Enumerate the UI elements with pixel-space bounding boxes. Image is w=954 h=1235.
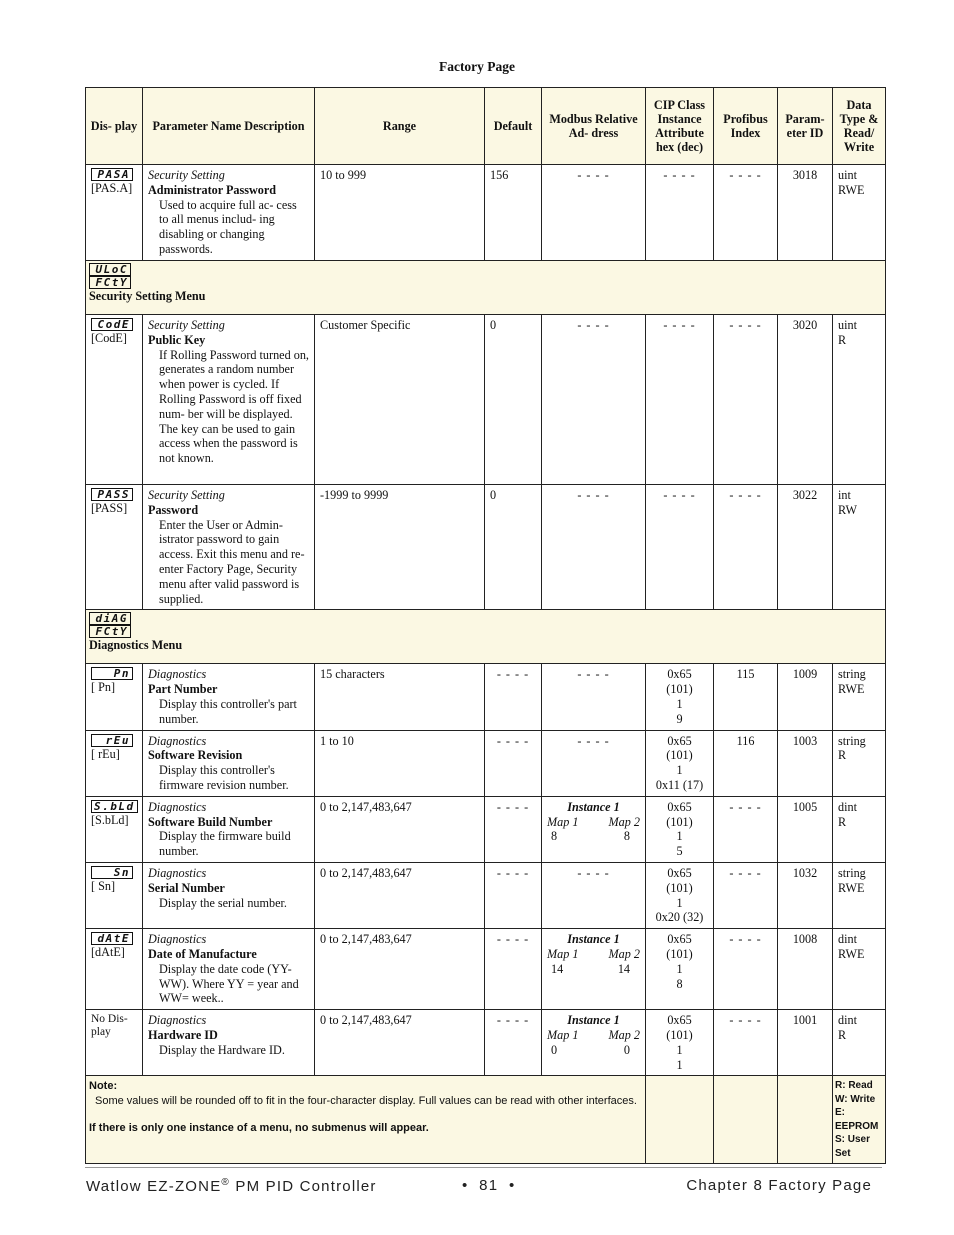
description: Display the Hardware ID. [159, 1042, 285, 1057]
cip-class: 0x65 [667, 799, 692, 814]
display-code: [S.bLd] [91, 812, 129, 827]
header-modbus: Modbus Relative Ad- dress [542, 88, 646, 165]
lcd-display: ULoC [89, 263, 131, 276]
default: - - - - [485, 664, 542, 730]
footer-chapter: Chapter 8 Factory Page [686, 1177, 872, 1194]
cip-attribute: 8 [676, 976, 683, 991]
cip-class-dec: (101) [666, 748, 693, 763]
page-title: Factory Page [438, 59, 516, 74]
no-display-label: No Dis- play [86, 1010, 143, 1076]
cip-class: 0x65 [667, 865, 692, 880]
param-id: 1009 [778, 664, 833, 730]
cip-instance: 1 [676, 696, 683, 711]
legend-eeprom: E: EEPROM [835, 1107, 879, 1132]
display-code: [CodE] [91, 331, 127, 345]
map2-value: 8 [623, 829, 630, 844]
default: - - - - [485, 929, 542, 1010]
header-row [86, 88, 886, 165]
parameter-name: Hardware ID [148, 1027, 218, 1042]
profibus: - - - - [714, 862, 778, 928]
category: Security Setting [148, 318, 225, 332]
modbus: - - - - [542, 485, 646, 610]
profibus: - - - - [714, 1010, 778, 1076]
cip-class-dec: (101) [666, 814, 693, 829]
category: Diagnostics [148, 733, 207, 748]
footer-product: Watlow EZ-ZONE [86, 1178, 222, 1195]
menu-row [86, 610, 886, 664]
parameter-name: Software Revision [148, 748, 243, 763]
table-row [86, 485, 886, 610]
table-row [86, 315, 886, 485]
description: Display this controller's part number. [159, 696, 297, 726]
read-write: R [838, 332, 847, 347]
display-code: [dAtE] [91, 945, 125, 960]
data-type: string [838, 733, 866, 748]
data-type: dint [838, 932, 857, 947]
legend-read: R: Read [835, 1080, 873, 1092]
map1-value: 14 [551, 961, 564, 976]
range: 0 to 2,147,483,647 [315, 862, 485, 928]
cip: - - - - [646, 315, 714, 485]
display-code: [ Sn] [91, 878, 116, 893]
cip: - - - - [646, 165, 714, 261]
parameter-name: Serial Number [148, 880, 225, 895]
legend-write: W: Write [835, 1093, 876, 1105]
category: Diagnostics [148, 667, 207, 682]
page-number: • 81 • [462, 1177, 516, 1194]
lcd-display: Sn [91, 866, 133, 879]
parameter-name: Administrator Password [148, 182, 277, 197]
legend-user-set: S: User Set [835, 1134, 871, 1159]
read-write: R [838, 814, 847, 829]
data-type: string [838, 865, 866, 880]
cip-attribute: 1 [676, 1057, 683, 1072]
modbus: - - - - [542, 730, 646, 796]
cip-instance: 1 [676, 895, 683, 910]
category: Security Setting [148, 488, 225, 502]
map1-label: Map 1 [547, 1027, 579, 1042]
header-data-type: Data Type & Read/ Write [833, 88, 886, 165]
read-write: RW [838, 502, 857, 517]
modbus: - - - - [542, 862, 646, 928]
map2-label: Map 2 [608, 946, 640, 961]
lcd-display: CodE [91, 318, 133, 331]
profibus: - - - - [714, 165, 778, 261]
cip-class-dec: (101) [666, 1027, 693, 1042]
category: Diagnostics [148, 799, 207, 814]
param-id: 3022 [778, 485, 833, 610]
data-type: int [838, 488, 851, 502]
read-write: R [838, 748, 847, 763]
cip-instance: 1 [676, 829, 683, 844]
profibus: 115 [714, 664, 778, 730]
description: Enter the User or Admin- istrator password to gain access. Exit this menu and re-enter Factory Page, Security menu after valid password is supplied. [159, 517, 305, 606]
default: - - - - [485, 796, 542, 862]
lcd-display: FCtY [89, 276, 131, 289]
table-row [86, 730, 886, 796]
range: 0 to 2,147,483,647 [315, 929, 485, 1010]
cip-instance: 1 [676, 763, 683, 778]
modbus: - - - - [542, 664, 646, 730]
default: 0 [485, 485, 542, 610]
cip-instance: 1 [676, 1042, 683, 1057]
range: Customer Specific [315, 315, 485, 485]
description: Used to acquire full ac- cess to all menus includ- ing disabling or changing passwords. [159, 197, 297, 256]
read-write: RWE [838, 946, 865, 961]
header-param-id: Param- eter ID [778, 88, 833, 165]
registered-mark: ® [221, 1177, 230, 1188]
param-id: 1008 [778, 929, 833, 1010]
lcd-display: dAtE [91, 932, 133, 945]
notes-row [86, 1076, 886, 1164]
data-type: uint [838, 168, 857, 182]
display-code: [PASS] [91, 501, 128, 515]
param-id: 3018 [778, 165, 833, 261]
footer-divider [85, 1167, 882, 1168]
read-write: RWE [838, 880, 865, 895]
default: 0 [485, 315, 542, 485]
header-range: Range [315, 88, 485, 165]
read-write: RWE [838, 682, 865, 697]
footer-left [86, 1177, 377, 1195]
table-row [86, 929, 886, 1010]
description: Display the serial number. [159, 895, 287, 910]
param-id: 3020 [778, 315, 833, 485]
table-row [86, 664, 886, 730]
category: Security Setting [148, 168, 225, 182]
map1-value: 8 [551, 829, 558, 844]
lcd-display: rEu [91, 734, 133, 747]
data-type: dint [838, 799, 857, 814]
lcd-display: FCtY [89, 625, 131, 638]
range: 0 to 2,147,483,647 [315, 796, 485, 862]
lcd-display: PASA [91, 168, 133, 181]
header-display: Dis- play [86, 88, 143, 165]
map2-value: 0 [623, 1042, 630, 1057]
cip-attribute: 0x20 (32) [655, 910, 704, 925]
lcd-display: diAG [89, 612, 131, 625]
table-row [86, 1010, 886, 1076]
cip-class-dec: (101) [666, 880, 693, 895]
map2-label: Map 2 [608, 814, 640, 829]
cip-instance: 1 [676, 961, 683, 976]
lcd-display: PASS [91, 488, 133, 501]
cip-attribute: 5 [676, 844, 683, 859]
lcd-display: S.bLd [91, 800, 138, 813]
param-id: 1001 [778, 1010, 833, 1076]
param-id: 1003 [778, 730, 833, 796]
read-write: RWE [838, 182, 865, 197]
profibus: - - - - [714, 929, 778, 1010]
map2-label: Map 2 [608, 1027, 640, 1042]
map1-label: Map 1 [547, 814, 579, 829]
category: Diagnostics [148, 865, 207, 880]
data-type: dint [838, 1013, 857, 1028]
default: - - - - [485, 1010, 542, 1076]
range: -1999 to 9999 [315, 485, 485, 610]
cip-class: 0x65 [667, 932, 692, 947]
header-default: Default [485, 88, 542, 165]
parameter-name: Date of Manufacture [148, 946, 257, 961]
param-id: 1005 [778, 796, 833, 862]
footer-product-suffix: PM PID Controller [230, 1178, 377, 1195]
menu-name: Security Setting Menu [89, 289, 206, 303]
cip-class: 0x65 [667, 667, 692, 682]
cip-class: 0x65 [667, 1013, 692, 1028]
cip-attribute: 0x11 (17) [655, 777, 704, 792]
header-profibus: Profibus Index [714, 88, 778, 165]
map1-label: Map 1 [547, 946, 579, 961]
map1-value: 0 [551, 1042, 558, 1057]
instance-label: Instance 1 [567, 1013, 620, 1028]
note-text-2: If there is only one instance of a menu, no submenus will appear. [89, 1122, 429, 1135]
description: If Rolling Password turned on, generates a random number when power is cycled. If Rolling Password is off fixed num- ber will be displayed. The key can be used to gain access when the password is not known. [159, 347, 309, 466]
header-cip: CIP Class Instance Attribute hex (dec) [646, 88, 714, 165]
profibus: - - - - [714, 315, 778, 485]
menu-row [86, 261, 886, 315]
parameter-name: Public Key [148, 332, 206, 347]
default: - - - - [485, 862, 542, 928]
cip-class-dec: (101) [666, 946, 693, 961]
range: 15 characters [315, 664, 485, 730]
modbus: - - - - [542, 165, 646, 261]
range: 1 to 10 [315, 730, 485, 796]
header-parameter: Parameter Name Description [143, 88, 315, 165]
cip: - - - - [646, 485, 714, 610]
description: Display this controller's firmware revision number. [159, 763, 289, 792]
note-text: Some values will be rounded off to fit in the four-character display. Full values can be read with other interfaces. [95, 1095, 637, 1108]
table-row [86, 862, 886, 928]
default: 156 [485, 165, 542, 261]
parameter-name: Part Number [148, 682, 218, 697]
profibus: - - - - [714, 485, 778, 610]
category: Diagnostics [148, 932, 207, 947]
instance-label: Instance 1 [567, 799, 620, 814]
description: Display the date code (YY- WW). Where YY = year and WW= week.. [159, 961, 299, 1006]
display-code: [PAS.A] [91, 181, 133, 195]
profibus: - - - - [714, 796, 778, 862]
range: 10 to 999 [315, 165, 485, 261]
data-type: string [838, 667, 866, 682]
table-row [86, 796, 886, 862]
param-id: 1032 [778, 862, 833, 928]
data-type: uint [838, 318, 857, 332]
table-row [86, 165, 886, 261]
parameter-name: Software Build Number [148, 814, 273, 829]
cip-class: 0x65 [667, 733, 692, 748]
display-code: [ Pn] [91, 680, 116, 695]
category: Diagnostics [148, 1013, 207, 1028]
cip-attribute: 9 [676, 711, 683, 726]
profibus: 116 [714, 730, 778, 796]
factory-page-table [85, 87, 886, 1164]
modbus: - - - - [542, 315, 646, 485]
default: - - - - [485, 730, 542, 796]
map2-value: 14 [617, 961, 630, 976]
range: 0 to 2,147,483,647 [315, 1010, 485, 1076]
note-label: Note: [89, 1080, 118, 1093]
parameter-name: Password [148, 502, 199, 517]
display-code: [ rEu] [91, 746, 120, 761]
description: Display the firmware build number. [159, 829, 291, 859]
instance-label: Instance 1 [567, 932, 620, 947]
menu-name: Diagnostics Menu [89, 638, 183, 653]
lcd-display: Pn [91, 667, 133, 680]
read-write: R [838, 1027, 847, 1042]
cip-class-dec: (101) [666, 682, 693, 697]
